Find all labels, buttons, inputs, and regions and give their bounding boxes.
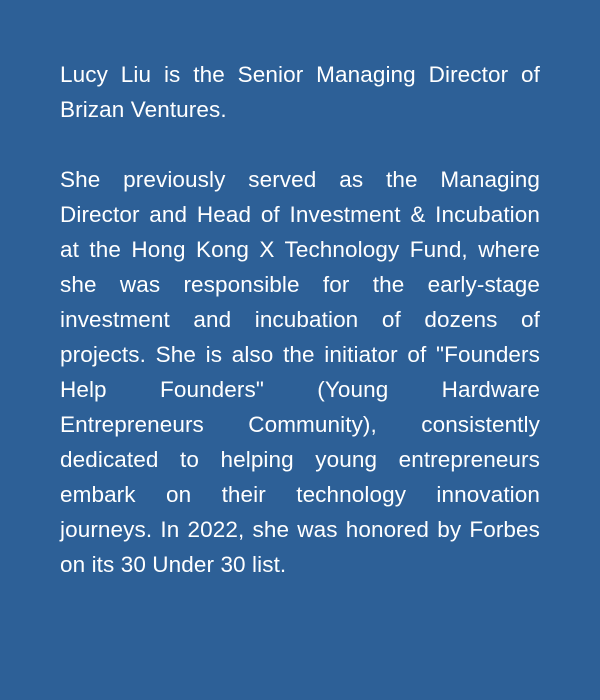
bio-intro-paragraph: Lucy Liu is the Senior Managing Director of Brizan Ventures. [60, 62, 540, 122]
bio-details-paragraph: She previously served as the Managing Director and Head of Investment & Incubation at the Hong Kong X Technology Fund, where she was responsible for the early-stage investment and incubation of dozens of projects. She is also the initiator of "Founders Help Founders" (Young Hardware Entrepreneurs Community), consistently dedicated to helping young entrepreneurs embark on their technology innovation journeys. In 2022, she was honored by Forbes on its 30 Under 30 list. [60, 167, 540, 577]
